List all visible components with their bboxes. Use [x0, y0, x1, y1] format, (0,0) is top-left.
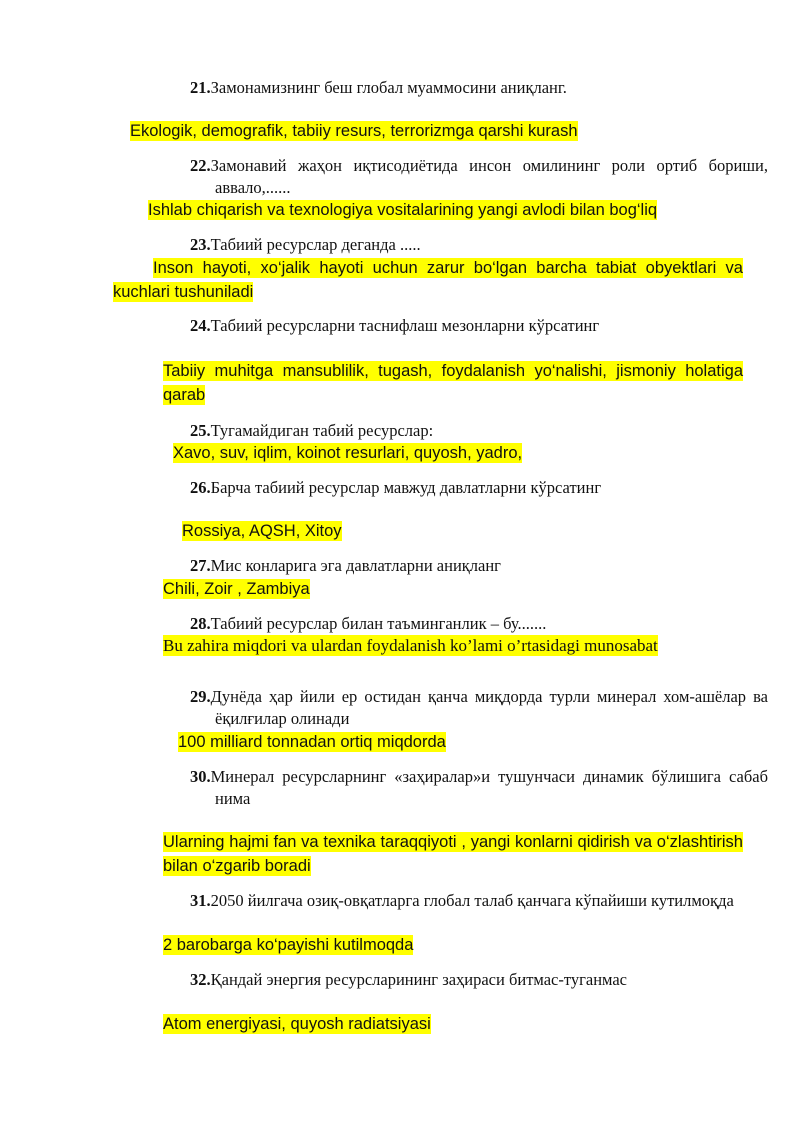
question-number: 28. [190, 614, 211, 633]
question-number: 30. [190, 767, 211, 786]
question-number: 23. [190, 235, 211, 254]
question-23 [190, 234, 750, 256]
question-text: Тугамайдиган табий ресурслар: [210, 421, 434, 440]
question-32 [190, 969, 750, 991]
answer-text: Ishlab chiqarish va texnologiya vositalarining yangi avlodi bilan bog‘liq [148, 201, 658, 219]
question-31 [190, 890, 768, 912]
question-number: 32. [190, 970, 211, 989]
question-29 [190, 686, 768, 730]
question-text: 2050 йилгача озиқ-овқатларга глобал талаб қанчага кўпайиши кутилмоқда [210, 891, 734, 910]
answer-30 [163, 830, 743, 878]
answer-27 [163, 577, 310, 601]
question-26 [190, 477, 750, 499]
question-number: 26. [190, 478, 211, 497]
answer-text: Atom energiyasi, quyosh radiatsiyasi [163, 1015, 431, 1033]
answer-32 [163, 1012, 431, 1036]
answer-text: Ularning hajmi fan va texnika taraqqiyoti , yangi konlarni qidirish va o‘zlashtirish bilan o‘zgarib boradi [163, 833, 743, 875]
answer-text: Rossiya, AQSH, Xitoy [182, 522, 342, 540]
answer-text: Tabiiy muhitga mansublilik, tugash, foydalanish yo‘nalishi, jismoniy holatiga qarab [163, 362, 743, 404]
question-21 [190, 77, 750, 99]
question-text: Дунёда ҳар йили ер остидан қанча миқдорда турли минерал хом-ашёлар ва ёқилғилар олинади [210, 687, 768, 728]
answer-text: Xavo, suv, iqlim, koinot resurlari, quyosh, yadro, [173, 444, 523, 462]
question-text: Табиий ресурслар билан таъминганлик – бу....... [210, 614, 547, 633]
question-text: Барча табиий ресурслар мавжуд давлатларни кўрсатинг [210, 478, 602, 497]
question-number: 21. [190, 78, 211, 97]
question-number: 31. [190, 891, 211, 910]
question-text: Замонавий жаҳон иқтисодиётида инсон омилининг роли ортиб бориши, аввало,...... [210, 156, 768, 197]
answer-text: 2 barobarga ko‘payishi kutilmoqda [163, 936, 414, 954]
answer-22 [148, 198, 657, 222]
question-text: Минерал ресурсларнинг «заҳиралар»и тушунчаси динамик бўлишига сабаб нима [210, 767, 768, 808]
question-30 [190, 766, 768, 810]
question-22 [190, 155, 768, 199]
question-number: 24. [190, 316, 211, 335]
question-27 [190, 555, 750, 577]
answer-29 [178, 730, 446, 754]
question-25 [190, 420, 750, 442]
question-text: Табиий ресурсларни таснифлаш мезонларни кўрсатинг [210, 316, 600, 335]
answer-text: Chili, Zoir , Zambiya [163, 580, 310, 598]
answer-text: Ekologik, demografik, tabiiy resurs, terrorizmga qarshi kurash [130, 122, 578, 140]
answer-26 [182, 519, 342, 543]
answer-24 [163, 359, 743, 407]
question-24 [190, 315, 750, 337]
answer-text: 100 milliard tonnadan ortiq miqdorda [178, 733, 446, 751]
answer-text: Bu zahira miqdori va ulardan foydalanish ko’lami o’rtasidagi munosabat [163, 636, 658, 655]
answer-text: Inson hayoti, xo‘jalik hayoti uchun zarur bo‘lgan barcha tabiat obyektlari va kuchlari tushuniladi [113, 259, 743, 301]
question-text: Мис конларига эга давлатларни аниқланг [210, 556, 501, 575]
question-number: 29. [190, 687, 211, 706]
answer-23 [113, 256, 743, 304]
question-number: 25. [190, 421, 211, 440]
question-28 [190, 613, 750, 635]
question-text: Табиий ресурслар деганда ..... [210, 235, 421, 254]
question-number: 22. [190, 156, 211, 175]
question-text: Қандай энергия ресурсларининг заҳираси битмас-туганмас [210, 970, 628, 989]
answer-21 [130, 119, 578, 143]
answer-31 [163, 933, 413, 957]
answer-25 [173, 441, 522, 465]
answer-28 [163, 634, 658, 658]
question-number: 27. [190, 556, 211, 575]
question-text: Замонамизнинг беш глобал муаммосини аниқланг. [210, 78, 567, 97]
